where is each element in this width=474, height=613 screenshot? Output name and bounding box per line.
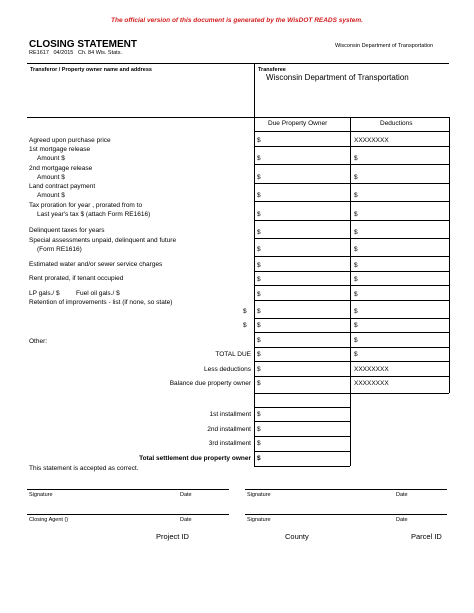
row-line (254, 271, 449, 272)
delinquent-owner-dollar[interactable]: $ (257, 229, 261, 236)
closing-agent-label: Closing Agent () (29, 517, 69, 523)
special-owner-dollar[interactable]: $ (257, 246, 261, 253)
water-owner-dollar[interactable]: $ (257, 262, 261, 269)
item-land-contract-amount: Amount $ (37, 192, 65, 199)
row-line (254, 220, 449, 221)
item-land-contract: Land contract payment (29, 183, 96, 190)
item-rent-prorated: Rent prorated, if tenant occupied (29, 275, 124, 282)
item-agreed-price: Agreed upon purchase price (29, 137, 111, 144)
item-delinquent-taxes: Delinquent taxes for years (29, 227, 105, 234)
tax-owner-dollar[interactable]: $ (257, 211, 261, 218)
item-balance-due: Balance due property owner (169, 380, 251, 387)
row-line (254, 183, 449, 184)
signature-label-1: Signature (29, 492, 53, 498)
signature-line-1[interactable] (27, 489, 229, 490)
balance-deduction-x: XXXXXXXX (354, 380, 389, 387)
table-top-border (27, 63, 449, 64)
row-line (254, 347, 449, 348)
tax-deduction-dollar[interactable]: $ (354, 211, 358, 218)
delinquent-deduction-dollar[interactable]: $ (354, 229, 358, 236)
retention2-owner-dollar[interactable]: $ (257, 322, 261, 329)
footer-parcel-id: Parcel ID (411, 532, 442, 541)
other-owner-dollar[interactable]: $ (257, 337, 261, 344)
land-contract-deduction-dollar[interactable]: $ (354, 192, 358, 199)
col-header-deductions: Deductions (380, 120, 413, 127)
col-line-right (449, 117, 450, 393)
agreed-price-deduction-x: XXXXXXXX (354, 137, 389, 144)
col-line-mid (350, 117, 351, 466)
footer-project-id: Project ID (156, 532, 189, 541)
retention-dollar-2: $ (243, 322, 247, 329)
item-inst2: 2nd installment (207, 426, 251, 433)
agreed-price-owner-dollar[interactable]: $ (257, 137, 261, 144)
row-line (254, 332, 449, 333)
row-line (254, 300, 449, 301)
row-line (254, 201, 449, 202)
retention-dollar-1: $ (243, 308, 247, 315)
fuel-owner-dollar[interactable]: $ (257, 291, 261, 298)
signature-line-3[interactable] (27, 514, 229, 515)
total-settlement-owner-dollar[interactable]: $ (257, 455, 261, 462)
item-mortgage2-amount: Amount $ (37, 174, 65, 181)
signature-line-2[interactable] (245, 489, 447, 490)
mortgage2-deduction-dollar[interactable]: $ (354, 174, 358, 181)
item-special-form: (Form RE1616) (37, 246, 82, 253)
item-less-deductions: Less deductions (204, 366, 251, 373)
special-deduction-dollar[interactable]: $ (354, 246, 358, 253)
row-line (254, 256, 449, 257)
inst1-owner-dollar[interactable]: $ (257, 411, 261, 418)
transferor-label: Transferor / Property owner name and address (30, 67, 152, 73)
form-id-line (29, 50, 122, 56)
date-label-4: Date (396, 517, 408, 523)
official-notice: The official version of this document is generated by the WisDOT READS system. (111, 17, 363, 24)
water-deduction-dollar[interactable]: $ (354, 262, 358, 269)
col-line-left (254, 117, 255, 466)
department-name: Wisconsin Department of Transportation (335, 43, 434, 49)
row-line (254, 421, 350, 422)
party-divider (254, 63, 255, 117)
retention2-deduction-dollar[interactable]: $ (354, 322, 358, 329)
footer-county: County (285, 532, 309, 541)
mortgage1-owner-dollar[interactable]: $ (257, 155, 261, 162)
signature-label-2: Signature (247, 492, 271, 498)
retention1-deduction-dollar[interactable]: $ (354, 308, 358, 315)
item-tax-proration: Tax proration for year , prorated from to (29, 202, 143, 209)
item-mortgage1-amount: Amount $ (37, 155, 65, 162)
rent-owner-dollar[interactable]: $ (257, 276, 261, 283)
row-line (254, 285, 449, 286)
row-line (254, 393, 449, 394)
item-lp-gals: LP gals./ $ (29, 290, 60, 297)
row-line (254, 376, 449, 377)
item-inst1: 1st installment (209, 411, 251, 418)
total-due-owner-dollar[interactable]: $ (257, 351, 261, 358)
signature-line-4[interactable] (245, 514, 447, 515)
other-deduction-dollar[interactable]: $ (354, 337, 358, 344)
mortgage2-owner-dollar[interactable]: $ (257, 174, 261, 181)
land-contract-owner-dollar[interactable]: $ (257, 192, 261, 199)
inst3-owner-dollar[interactable]: $ (257, 440, 261, 447)
col-header-due-owner: Due Property Owner (268, 120, 328, 127)
item-mortgage1: 1st mortgage release (29, 146, 91, 153)
item-mortgage2: 2nd mortgage release (29, 165, 93, 172)
transferee-label: Transferee (258, 67, 286, 73)
inst2-owner-dollar[interactable]: $ (257, 426, 261, 433)
row-line (254, 407, 350, 408)
row-line (254, 318, 449, 319)
date-label-2: Date (396, 492, 408, 498)
less-deductions-owner-dollar[interactable]: $ (257, 366, 261, 373)
item-total-due: TOTAL DUE (215, 351, 251, 358)
row-line (254, 466, 350, 467)
form-title: CLOSING STATEMENT (29, 39, 137, 50)
item-tax-last-year: Last year's tax $ (attach Form RE1616) (37, 211, 151, 218)
balance-owner-dollar[interactable]: $ (257, 380, 261, 387)
party-bottom-border (27, 117, 449, 118)
item-water-sewer: Estimated water and/or sewer service charges (29, 261, 163, 268)
item-inst3: 3rd installment (208, 440, 251, 447)
fuel-deduction-dollar[interactable]: $ (354, 291, 358, 298)
date-label-3: Date (180, 517, 192, 523)
row-line (254, 164, 449, 165)
item-fuel-oil: Fuel oil gals./ $ (76, 290, 120, 297)
date-label-1: Date (180, 492, 192, 498)
form-date: 04/2015 (53, 50, 74, 56)
item-total-settlement: Total settlement due property owner (139, 455, 251, 462)
row-line (254, 451, 350, 452)
row-line (254, 436, 350, 437)
total-due-deduction-dollar[interactable]: $ (354, 351, 358, 358)
form-id: RE1617 (29, 50, 49, 56)
item-retention: Retention of improvements - list (if none, so state) (29, 299, 173, 306)
mortgage1-deduction-dollar[interactable]: $ (354, 155, 358, 162)
rent-deduction-dollar[interactable]: $ (354, 276, 358, 283)
row-line (254, 238, 449, 239)
transferee-value[interactable]: Wisconsin Department of Transportation (266, 73, 409, 82)
item-special-assessments: Special assessments unpaid, delinquent and future (29, 237, 177, 244)
row-line (254, 146, 449, 147)
col-header-bottom (254, 131, 449, 132)
retention1-owner-dollar[interactable]: $ (257, 308, 261, 315)
statute: Ch. 84 Wis. Stats. (77, 50, 122, 56)
item-other: Other: (29, 338, 48, 345)
less-deductions-x: XXXXXXXX (354, 366, 389, 373)
signature-label-3: Signature (247, 517, 271, 523)
accepted-statement: This statement is accepted as correct. (29, 465, 139, 472)
row-line (254, 361, 449, 362)
